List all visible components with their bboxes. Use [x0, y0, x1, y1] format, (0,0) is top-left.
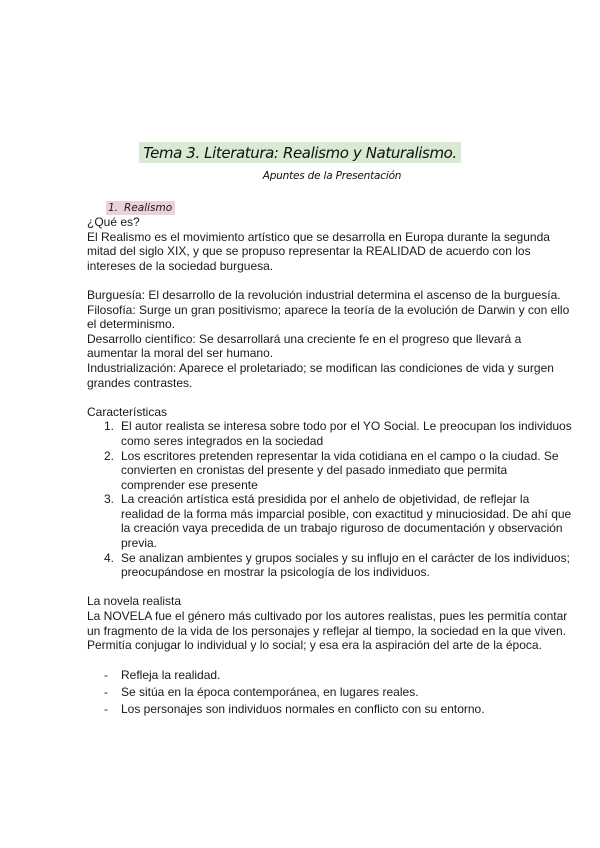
context-filosofia: Filosofía: Surge un gran positivismo; aparece la teoría de la evolución de Darwin y con ello el determinismo. [87, 302, 570, 332]
definition-paragraph: El Realismo es el movimiento artístico que se desarrolla en Europa durante la segunda mitad del siglo XIX, y que se propuso representar la REALIDAD de acuerdo con los intereses de la sociedad burguesa. [87, 229, 550, 273]
list-number: 4. [104, 550, 115, 565]
list-number: 2. [104, 448, 115, 463]
novel-paragraph: La NOVELA fue el género más cultivado por los autores realistas, pues les permitía contar un fragmento de la vida de los personajes y reflejar al tiempo, la sociedad en la que viven. Permitía conjugar lo individual y lo social; y esa era la aspiración del arte de la época. [87, 609, 568, 653]
list-item-text: La creación artística está presidida por el anhelo de objetividad, de reflejar la realidad de la forma más imparcial posible, con exactitud y minuciosidad. De ahí que la creación vaya precedida de un trabajo riguroso de documentación y observación previa. [121, 492, 572, 551]
context-industrializacion: Industrialización: Aparece el proletariado; se modifican las condiciones de vida y surgen grandes contrastes. [87, 360, 554, 390]
list-item-text: Se analizan ambientes y grupos sociales y su influjo en el carácter de los individuos; preocupándose en mostrar la psicología de los individuos. [121, 550, 570, 580]
novel-title: La novela realista [87, 594, 182, 609]
question-line: ¿Qué es? [87, 215, 140, 229]
spacer [87, 390, 573, 405]
context-burguesia: Burguesía: El desarrollo de la revolución industrial determina el ascenso de la burguesía. [87, 287, 561, 302]
list-item-text: Los personajes son individuos normales en conflicto con su entorno. [121, 702, 485, 717]
section-number: 1. [108, 202, 119, 214]
list-item [87, 684, 573, 701]
spacer [87, 580, 573, 595]
bullet-dash: - [104, 702, 108, 717]
novel-bullets [87, 667, 573, 718]
list-number: 3. [104, 492, 115, 507]
section-title: Realismo [124, 202, 173, 214]
section-heading-row [87, 200, 573, 215]
list-item-text: Refleja la realidad. [121, 668, 221, 683]
document-title: Tema 3. Literatura: Realismo y Naturalismo. [139, 142, 461, 163]
section-heading [106, 201, 175, 215]
document-body [87, 200, 573, 718]
bullet-dash: - [104, 685, 108, 700]
list-number: 1. [104, 419, 115, 434]
characteristics-title: Características [87, 404, 168, 419]
list-item [87, 701, 573, 718]
title-container [0, 142, 600, 163]
characteristics-list [87, 419, 573, 580]
bullet-dash: - [104, 668, 108, 683]
document-subtitle: Apuntes de la Presentación [262, 170, 402, 182]
list-item-text: Los escritores pretenden representar la vida cotidiana en el campo o la ciudad. Se convierten en cronistas del presente y del pasado inmediato que permita comprender ese presente [121, 448, 559, 492]
context-desarrollo: Desarrollo científico: Se desarrollará una creciente fe en el progreso que llevará a aumentar la moral del ser humano. [87, 331, 522, 361]
list-item [87, 419, 573, 448]
list-item [87, 667, 573, 684]
spacer [87, 273, 573, 288]
list-item-text: Se sitúa en la época contemporánea, en lugares reales. [121, 685, 419, 700]
list-item [87, 551, 573, 580]
list-item [87, 449, 573, 493]
list-item-text: El autor realista se interesa sobre todo por el YO Social. Le preocupan los individuos como seres integrados en la sociedad [121, 419, 572, 448]
subtitle-container [0, 166, 600, 184]
spacer [87, 653, 573, 668]
list-item [87, 492, 573, 550]
